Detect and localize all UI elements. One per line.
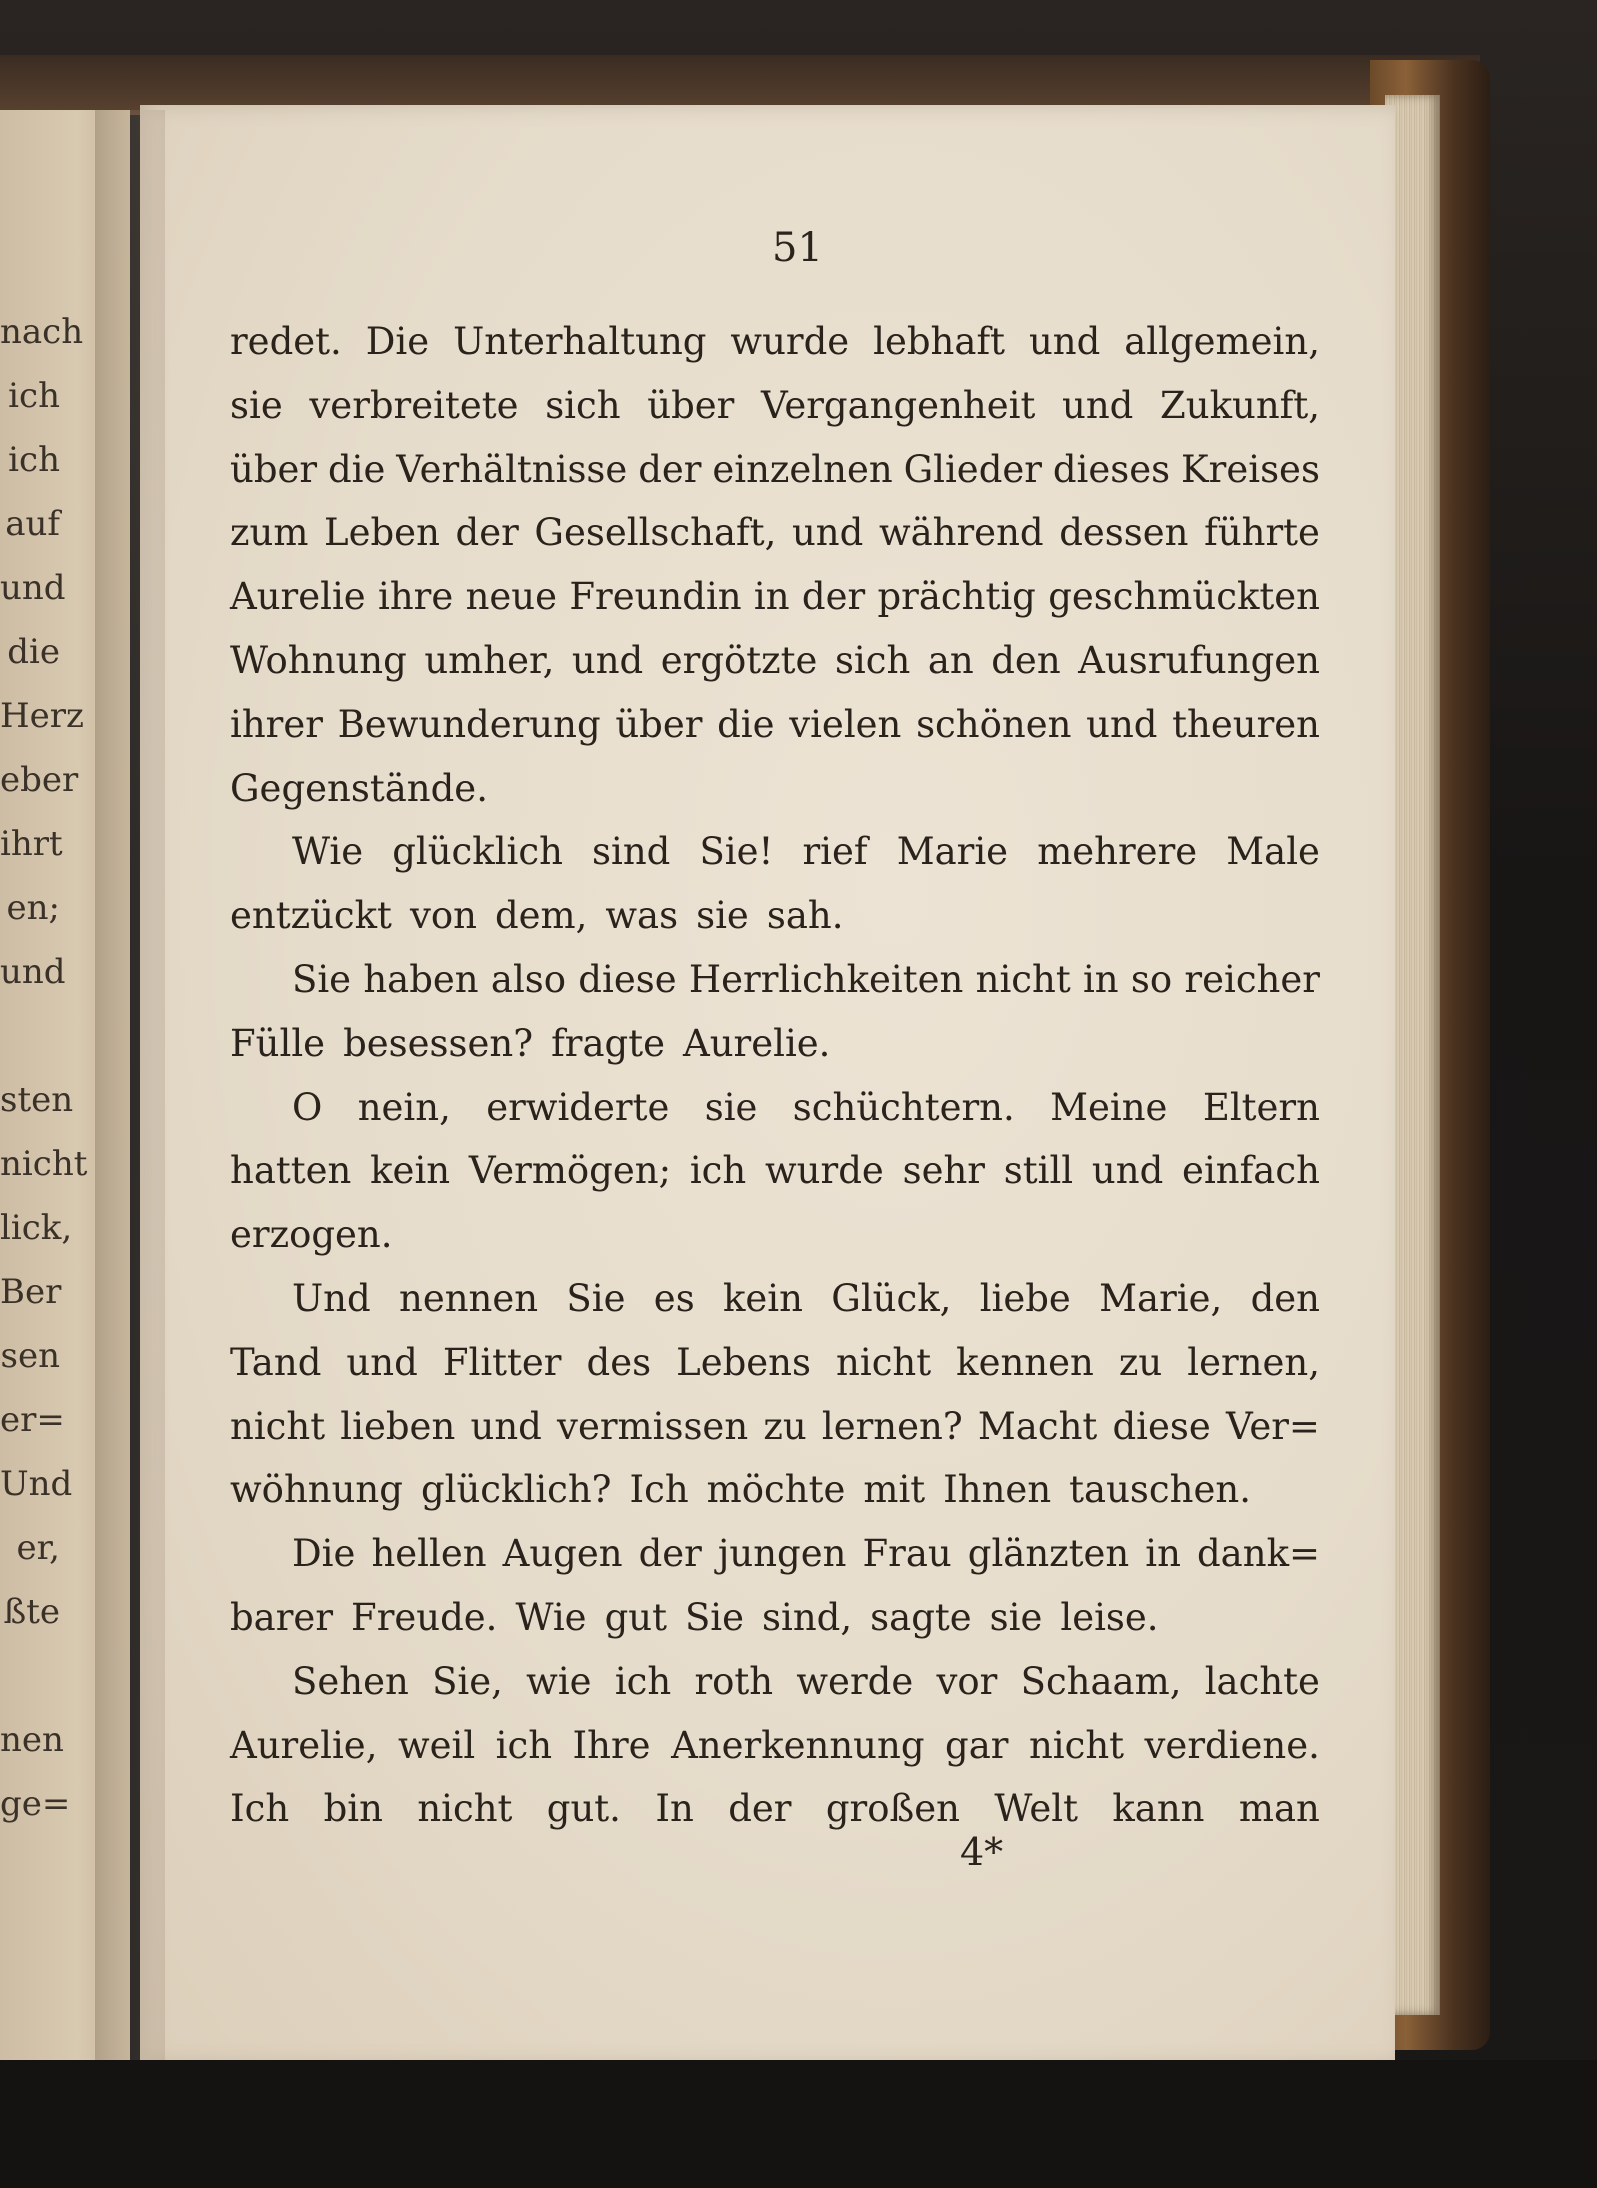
word: und — [470, 1404, 542, 1448]
word: vermissen — [557, 1404, 749, 1448]
left-page-fragment: ich — [8, 440, 60, 480]
left-page-fragment: ge= — [0, 1784, 71, 1824]
left-page-fragment: Und — [0, 1464, 73, 1504]
word: ich — [495, 1723, 553, 1767]
word: der — [455, 511, 519, 555]
word: und — [571, 638, 644, 682]
word: Aurelie. — [682, 1021, 831, 1065]
word: einzelnen — [712, 447, 893, 491]
text-line — [230, 1650, 1320, 1714]
word: verbreitete — [309, 383, 519, 427]
word: Aurelie — [230, 575, 366, 619]
text-line — [230, 1522, 1320, 1586]
word: sie — [704, 1085, 758, 1129]
word: Die — [292, 1532, 356, 1576]
word: Wohnung — [230, 638, 407, 682]
word: wurde — [765, 1149, 884, 1193]
word: dessen — [1059, 511, 1189, 555]
word: in — [1145, 1532, 1181, 1576]
word: nicht — [417, 1787, 513, 1831]
word: sie — [696, 894, 749, 938]
word: Vermögen; — [468, 1149, 672, 1193]
left-page-fragment: und — [0, 952, 66, 992]
word: vor — [936, 1659, 998, 1703]
text-line — [230, 1777, 1320, 1841]
word: dieses — [1052, 447, 1171, 491]
word: sie — [989, 1595, 1043, 1639]
text-line — [230, 693, 1320, 757]
word: Glück, — [831, 1276, 952, 1320]
word: lernen? — [821, 1404, 963, 1448]
word: Male — [1226, 830, 1320, 874]
word: Ihnen — [943, 1468, 1052, 1512]
word: Zukunft, — [1160, 383, 1320, 427]
left-page-fragment: sen — [0, 1336, 60, 1376]
word: sah. — [766, 894, 844, 938]
word: kann — [1112, 1787, 1205, 1831]
left-page-fragment: ihrt — [0, 824, 63, 864]
word: gut — [604, 1595, 667, 1639]
word: großen — [825, 1787, 960, 1831]
left-page-fragment: sten — [0, 1080, 74, 1120]
text-line — [230, 1076, 1320, 1140]
word: redet. — [230, 320, 342, 363]
word: über — [615, 702, 703, 746]
word: sich — [834, 638, 911, 682]
word: und — [791, 511, 864, 555]
left-page-fragment: auf — [5, 504, 60, 544]
left-page-fragment: ßte — [3, 1592, 60, 1632]
word: mit — [863, 1468, 926, 1512]
word: Bewunderung — [337, 702, 601, 746]
word: in — [1082, 957, 1119, 1001]
word: ergötzte — [660, 638, 818, 682]
left-page-fragment: die — [7, 632, 60, 672]
word: es — [653, 1276, 695, 1320]
left-page-fragment: Herz — [0, 696, 84, 736]
word: den — [1250, 1276, 1320, 1320]
word: die — [327, 447, 386, 491]
word: erwiderte — [486, 1085, 670, 1129]
right-page — [140, 105, 1395, 2065]
left-page-fragment: en; — [6, 888, 60, 928]
word: Und — [292, 1276, 371, 1320]
word: und — [1091, 1149, 1164, 1193]
word: leise. — [1060, 1595, 1159, 1639]
word: Fülle — [230, 1021, 326, 1065]
word: sie — [230, 383, 283, 427]
left-page-fragment: nen — [0, 1720, 64, 1760]
text-line — [230, 820, 1320, 884]
word: Gesellschaft, — [534, 511, 777, 555]
word: jungen — [717, 1532, 847, 1576]
left-page-fragment: und — [0, 568, 66, 608]
word: an — [927, 638, 974, 682]
word: gar — [945, 1723, 1009, 1767]
word: still — [1003, 1149, 1074, 1193]
word: O — [292, 1085, 323, 1129]
word: über — [230, 447, 318, 491]
word: zum — [230, 511, 309, 555]
word: diese — [1112, 1404, 1211, 1448]
text-line — [230, 1458, 1320, 1522]
word: Frau — [862, 1532, 952, 1576]
left-page-fragment: nicht — [0, 1144, 88, 1184]
text-line — [230, 565, 1320, 629]
left-page-fragment: Ber — [0, 1272, 62, 1312]
word: Sie — [292, 957, 352, 1001]
text-line — [230, 1203, 1320, 1267]
word: Ich — [230, 1787, 290, 1831]
text-line — [230, 1395, 1320, 1459]
word: Meine — [1050, 1085, 1168, 1129]
text-line — [230, 1139, 1320, 1203]
word: kein — [370, 1149, 451, 1193]
word: Die — [365, 320, 430, 363]
word: werde — [796, 1659, 914, 1703]
word: gut. — [546, 1787, 621, 1831]
word: und — [1028, 320, 1101, 363]
left-page-fragment: er, — [16, 1528, 60, 1568]
word: In — [655, 1787, 694, 1831]
word: haben — [363, 957, 479, 1001]
word: Welt — [994, 1787, 1078, 1831]
word: vielen — [789, 702, 902, 746]
word: Ausrufungen — [1078, 638, 1320, 682]
word: roth — [694, 1659, 774, 1703]
word: liebe — [979, 1276, 1071, 1320]
word: tauschen. — [1069, 1468, 1251, 1512]
word: fragte — [551, 1021, 665, 1065]
word: Glieder — [903, 447, 1042, 491]
text-line — [230, 629, 1320, 693]
word: Tand — [230, 1340, 322, 1384]
word: möchte — [706, 1468, 846, 1512]
word: lernen, — [1187, 1340, 1320, 1384]
word: umher, — [424, 638, 555, 682]
text-line — [230, 1331, 1320, 1395]
word: weil — [397, 1723, 476, 1767]
word: dank= — [1197, 1532, 1320, 1576]
word: glücklich? — [420, 1468, 612, 1512]
word: lebhaft — [873, 320, 1006, 363]
word: ich — [689, 1149, 747, 1193]
word: die — [717, 702, 775, 746]
text-line — [230, 948, 1320, 1012]
word: Aurelie, — [230, 1723, 378, 1767]
left-page-fragment: lick, — [0, 1208, 73, 1248]
word: glücklich — [392, 830, 563, 874]
word: zu — [763, 1404, 807, 1448]
word: ihre — [378, 575, 454, 619]
word: Sie — [684, 1595, 745, 1639]
word: ich — [614, 1659, 672, 1703]
word: verdiene. — [1144, 1723, 1320, 1767]
word: allgemein, — [1124, 320, 1320, 363]
word: Anerkennung — [671, 1723, 925, 1767]
word: geschmückten — [1048, 575, 1320, 619]
word: sehr — [902, 1149, 985, 1193]
word: Unterhaltung — [453, 320, 707, 363]
word: bin — [323, 1787, 383, 1831]
word: so — [1130, 957, 1173, 1001]
text-line — [230, 884, 1320, 948]
word: Kreises — [1181, 447, 1320, 491]
word: man — [1238, 1787, 1320, 1831]
word: hellen — [371, 1532, 487, 1576]
word: Augen — [502, 1532, 623, 1576]
word: neue — [465, 575, 558, 619]
word: der — [638, 447, 702, 491]
printer-signature-mark: 4* — [960, 1830, 1004, 1874]
left-page-fragment — [0, 1644, 60, 1708]
word: Wie — [292, 830, 364, 874]
word: und — [1062, 383, 1134, 427]
word: Macht — [977, 1404, 1098, 1448]
word: Wie — [515, 1595, 587, 1639]
word: nennen — [399, 1276, 539, 1320]
word: sind, — [762, 1595, 853, 1639]
word: wie — [526, 1659, 592, 1703]
left-page-fragment: nach — [0, 312, 84, 352]
word: wöhnung — [230, 1468, 403, 1512]
word: Herrlichkeiten — [688, 957, 964, 1001]
word: Schaam, — [1020, 1659, 1182, 1703]
word: hatten — [230, 1149, 352, 1193]
word: Sie — [566, 1276, 626, 1320]
word: Verhältnisse — [396, 447, 628, 491]
word: Sie! — [699, 830, 774, 874]
word: nein, — [357, 1085, 451, 1129]
text-line — [230, 310, 1320, 374]
word: des — [586, 1340, 652, 1384]
word: lieben — [340, 1404, 456, 1448]
word: Sie, — [432, 1659, 503, 1703]
text-line — [230, 1267, 1320, 1331]
word: entzückt — [230, 894, 392, 938]
word: erzogen. — [230, 1213, 393, 1257]
page-body-text — [230, 310, 1320, 1841]
word: führte — [1204, 511, 1320, 555]
word: also — [490, 957, 567, 1001]
word: Lebens — [676, 1340, 811, 1384]
word: theuren — [1172, 702, 1320, 746]
word: der — [638, 1532, 702, 1576]
text-line — [230, 501, 1320, 565]
word: nicht — [975, 957, 1071, 1001]
background-surface — [0, 2060, 1597, 2188]
word: und — [346, 1340, 418, 1384]
word: nicht — [230, 1404, 326, 1448]
word: Freude. — [351, 1595, 498, 1639]
text-line — [230, 374, 1320, 438]
text-line — [230, 1586, 1320, 1650]
word: kein — [722, 1276, 803, 1320]
word: Freundin — [569, 575, 742, 619]
word: Ver= — [1226, 1404, 1320, 1448]
word: glänzten — [967, 1532, 1130, 1576]
word: Leben — [324, 511, 440, 555]
word: Gegenstände. — [230, 766, 488, 810]
word: den — [991, 638, 1061, 682]
word: zu — [1118, 1340, 1163, 1384]
word: über — [647, 383, 735, 427]
word: besessen? — [343, 1021, 534, 1065]
left-page-fragment: er= — [0, 1400, 65, 1440]
word: Ich — [629, 1468, 689, 1512]
word: in — [753, 575, 790, 619]
word: Sehen — [292, 1659, 409, 1703]
word: nicht — [1028, 1723, 1125, 1767]
word: sind — [592, 830, 671, 874]
text-line — [230, 757, 1320, 821]
word: Eltern — [1202, 1085, 1320, 1129]
word: sagte — [870, 1595, 972, 1639]
word: lachte — [1204, 1659, 1320, 1703]
word: was — [605, 894, 679, 938]
word: barer — [230, 1595, 334, 1639]
word: Vergangenheit — [761, 383, 1036, 427]
text-line — [230, 1012, 1320, 1076]
left-page-fragment: ich — [8, 376, 60, 416]
word: Ihre — [572, 1723, 651, 1767]
word: der — [728, 1787, 792, 1831]
word: schönen — [916, 702, 1072, 746]
word: wurde — [730, 320, 850, 363]
word: und — [1086, 702, 1158, 746]
word: nicht — [836, 1340, 932, 1384]
word: während — [878, 511, 1044, 555]
text-line — [230, 438, 1320, 502]
word: sich — [545, 383, 621, 427]
word: dem, — [494, 894, 588, 938]
word: schüchtern. — [792, 1085, 1015, 1129]
word: Marie — [896, 830, 1009, 874]
word: ihrer — [230, 702, 323, 746]
left-page-fragment — [0, 1004, 60, 1068]
text-line — [230, 1714, 1320, 1778]
word: kennen — [956, 1340, 1094, 1384]
word: reicher — [1184, 957, 1320, 1001]
word: diese — [578, 957, 677, 1001]
word: Marie, — [1099, 1276, 1223, 1320]
left-page-text-fragments — [0, 300, 88, 1836]
book-gutter — [95, 110, 165, 2070]
page-number: 51 — [772, 225, 823, 271]
word: der — [801, 575, 866, 619]
word: rief — [802, 830, 868, 874]
word: mehrere — [1037, 830, 1198, 874]
word: Flitter — [442, 1340, 562, 1384]
word: prächtig — [877, 575, 1036, 619]
word: von — [409, 894, 477, 938]
left-page-fragment: eber — [0, 760, 79, 800]
word: einfach — [1182, 1149, 1320, 1193]
